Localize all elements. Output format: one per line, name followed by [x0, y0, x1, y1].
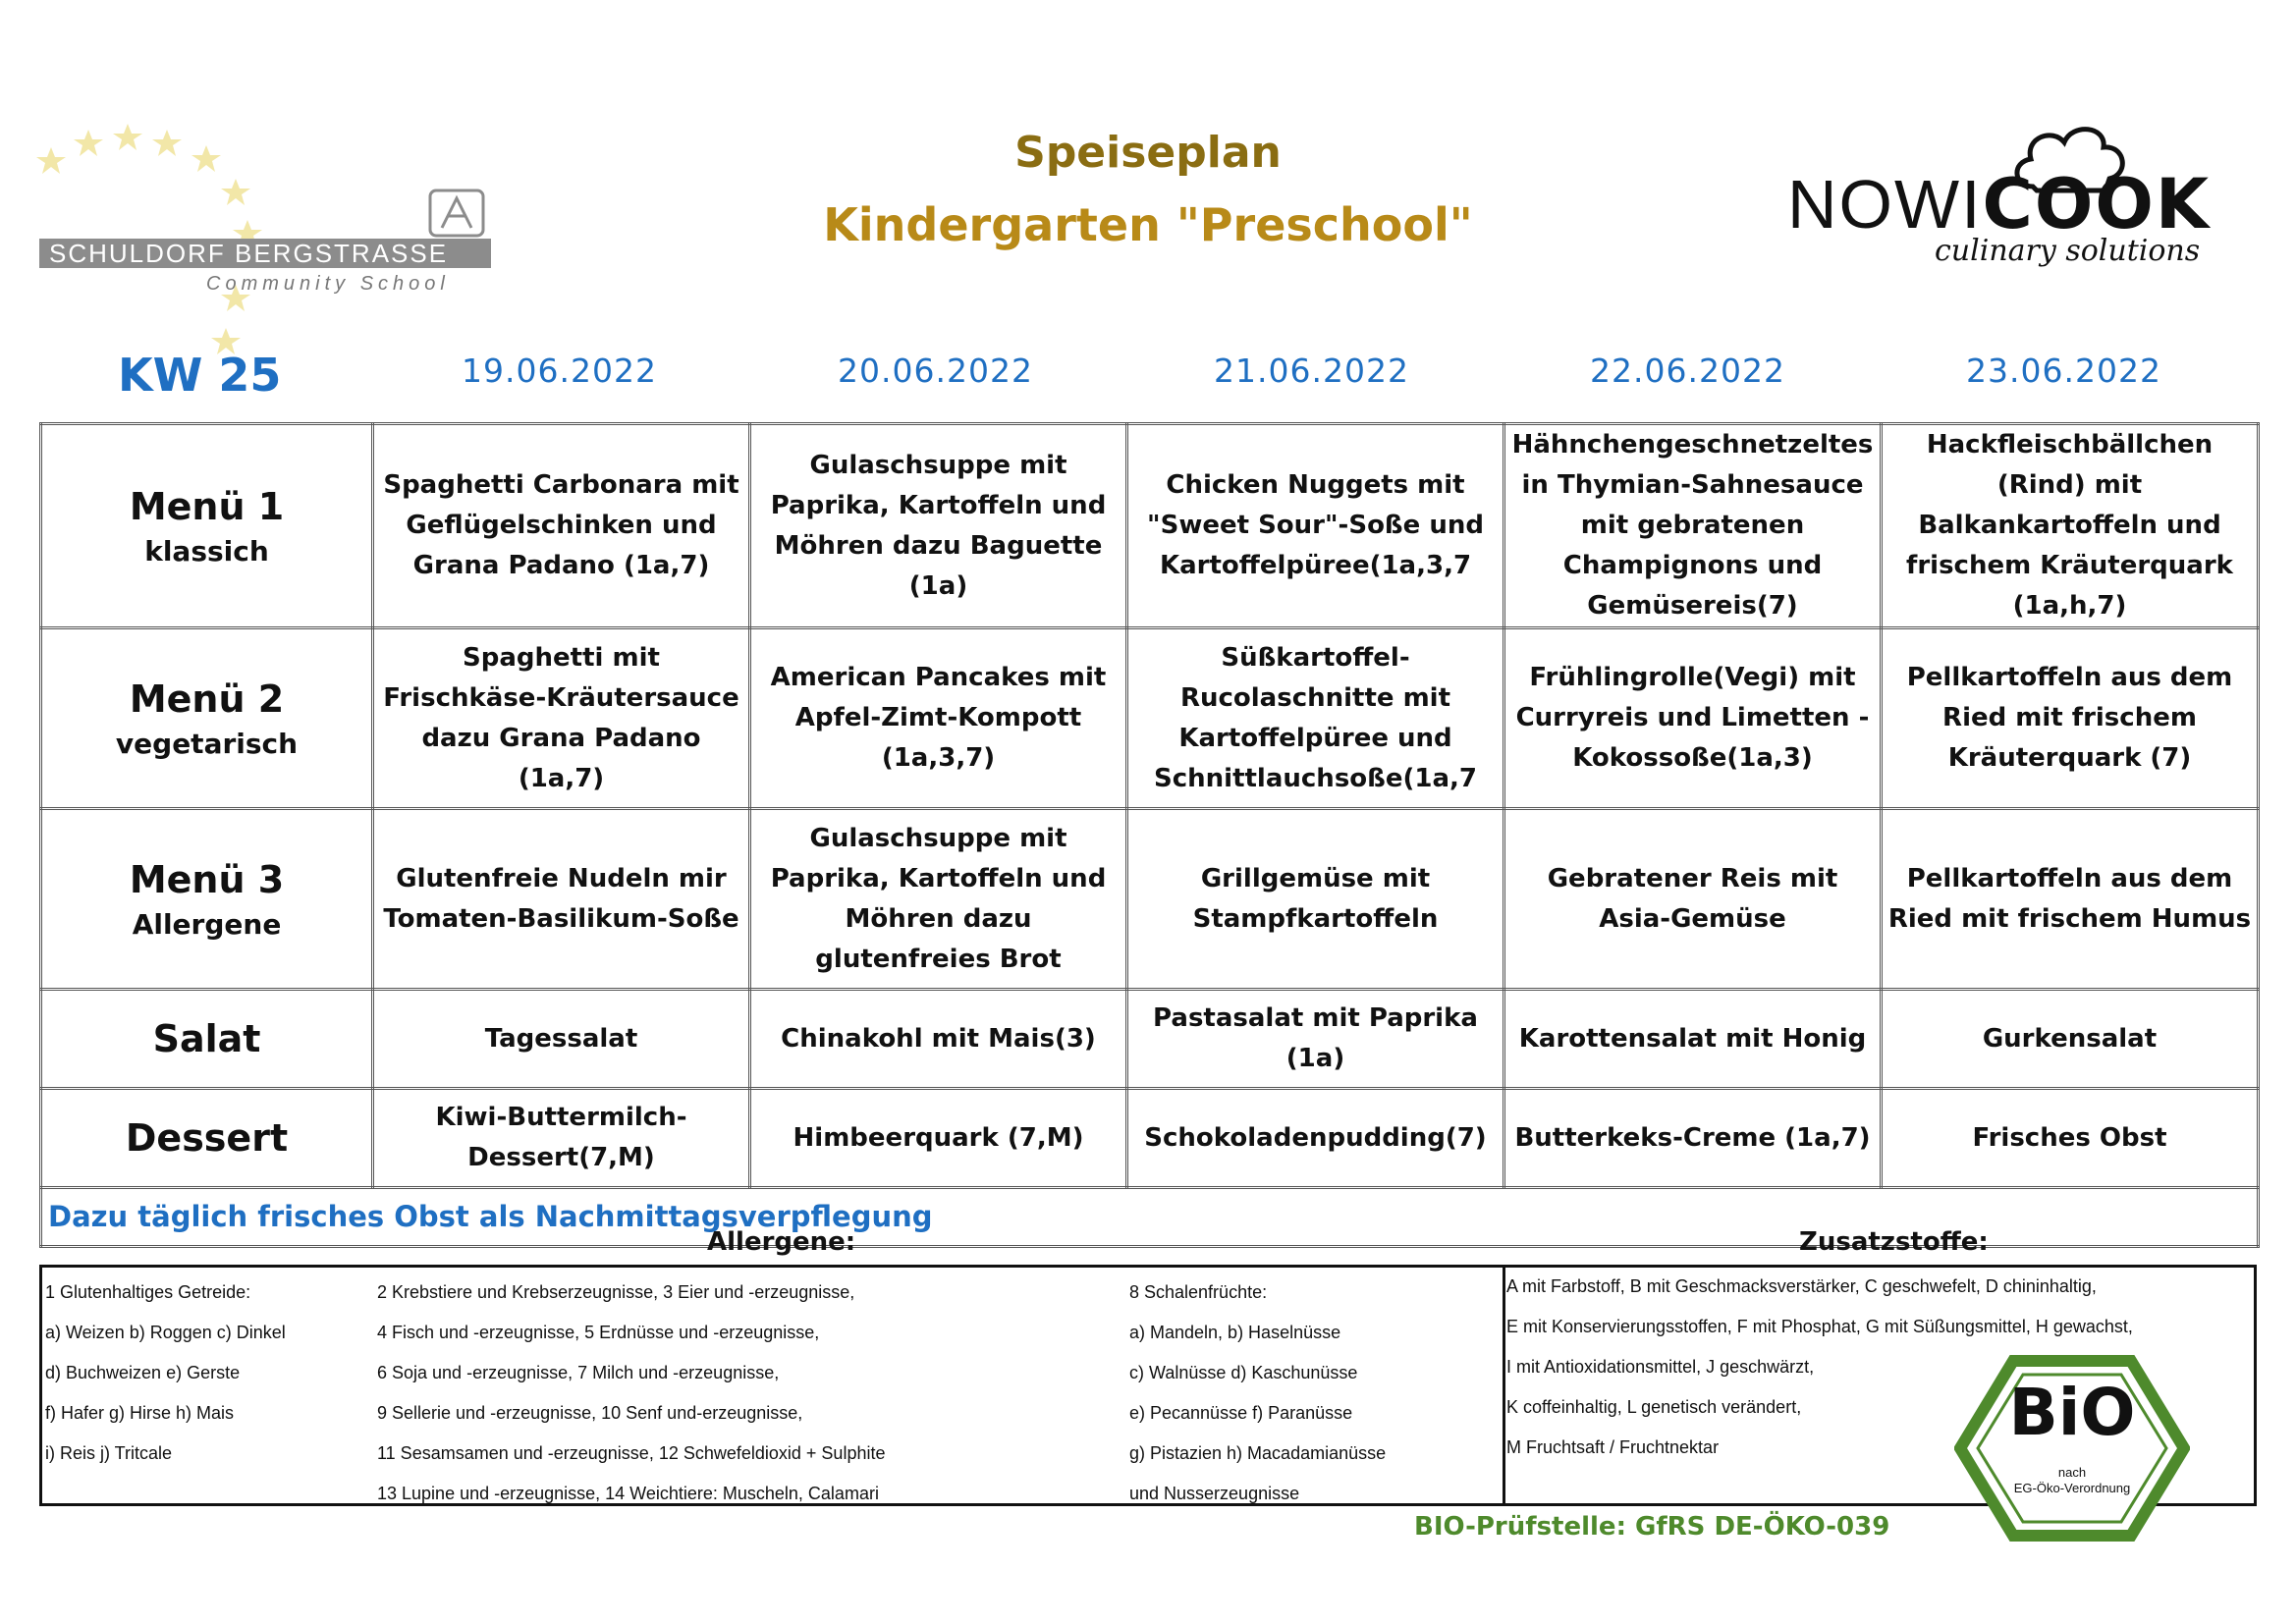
menu-cell: Gulaschsuppe mit Paprika, Kartoffeln und Möhren dazu glutenfreies Brot [750, 809, 1127, 990]
table-row [41, 809, 2259, 990]
allergen-line: 11 Sesamsamen und -erzeugnisse, 12 Schwefeldioxid + Sulphite [377, 1443, 886, 1463]
nowicook-light: NOWI [1787, 166, 1983, 243]
allergens-heading: Allergene: [707, 1227, 856, 1257]
row-header-menu-3: Menü 3 Allergene [41, 809, 373, 990]
menu-cell: Himbeerquark (7,M) [750, 1089, 1127, 1188]
menu-cell: Karottensalat mit Honig [1504, 990, 1882, 1089]
allergen-line: 4 Fisch und -erzeugnisse, 5 Erdnüsse und -erzeugnisse, [377, 1323, 820, 1342]
menu-cell: Butterkeks-Creme (1a,7) [1504, 1089, 1882, 1188]
menu-cell: Pellkartoffeln aus dem Ried mit frischem Kräuterquark (7) [1882, 628, 2259, 809]
bio-footer: BIO-Prüfstelle: GfRS DE-ÖKO-039 [1414, 1512, 1890, 1542]
allergen-col-3 [1129, 1272, 1386, 1514]
menu-cell: Gulaschsuppe mit Paprika, Kartoffeln und Möhren dazu Baguette (1a) [750, 424, 1127, 628]
menu-cell: Chicken Nuggets mit "Sweet Sour"-Soße und Kartoffelpüree(1a,3,7 [1127, 424, 1504, 628]
table-row [41, 1089, 2259, 1188]
date-5: 23.06.2022 [1966, 352, 2161, 390]
allergen-line: 2 Krebstiere und Krebserzeugnisse, 3 Eier und -erzeugnisse, [377, 1282, 855, 1302]
additive-line: A mit Farbstoff, B mit Geschmacksverstärker, C geschwefelt, D chininhaltig, [1506, 1276, 2097, 1296]
menu-cell: Spaghetti Carbonara mit Geflügelschinken und Grana Padano (1a,7) [373, 424, 750, 628]
additive-line: K coffeinhaltig, L genetisch verändert, [1506, 1397, 1802, 1417]
allergen-line: d) Buchweizen e) Gerste [45, 1363, 241, 1382]
row-header-salat: Salat [41, 990, 373, 1089]
school-name: SCHULDORF BERGSTRASSE [39, 239, 491, 268]
allergen-divider [1503, 1265, 1505, 1506]
additive-line: E mit Konservierungsstoffen, F mit Phosphat, G mit Süßungsmittel, H gewachst, [1506, 1317, 2133, 1336]
menu-table [39, 422, 2260, 1248]
menu-cell: Grillgemüse mit Stampfkartoffeln [1127, 809, 1504, 990]
allergen-line: a) Mandeln, b) Haselnüsse [1129, 1323, 1341, 1342]
daily-note: Dazu täglich frisches Obst als Nachmittagsverpflegung [41, 1188, 2259, 1247]
date-1: 19.06.2022 [462, 352, 657, 390]
nowicook-wordmark [1787, 165, 2211, 244]
row-header-menu-1: Menü 1 klassich [41, 424, 373, 628]
allergen-line: f) Hafer g) Hirse h) Mais [45, 1403, 235, 1423]
week-label: KW 25 [118, 349, 282, 395]
bio-text: BiO [2008, 1375, 2136, 1450]
menu-cell: Pastasalat mit Paprika (1a) [1127, 990, 1504, 1089]
nowicook-bold: COOK [1982, 164, 2212, 244]
bio-seal [1954, 1355, 2190, 1542]
allergen-line: 8 Schalenfrüchte: [1129, 1282, 1268, 1302]
additive-line: M Fruchtsaft / Fruchtnektar [1506, 1437, 1720, 1457]
menu-cell: Chinakohl mit Mais(3) [750, 990, 1127, 1089]
menu-cell: Gebratener Reis mit Asia-Gemüse [1504, 809, 1882, 990]
bio-line1: nach [2057, 1465, 2087, 1480]
menu-cell: American Pancakes mit Apfel-Zimt-Kompott (1a,3,7) [750, 628, 1127, 809]
allergen-line: 6 Soja und -erzeugnisse, 7 Milch und -erzeugnisse, [377, 1363, 780, 1382]
date-2: 20.06.2022 [838, 352, 1033, 390]
menu-cell: Spaghetti mit Frischkäse-Kräutersauce dazu Grana Padano (1a,7) [373, 628, 750, 809]
allergen-line: i) Reis j) Tritcale [45, 1443, 173, 1463]
allergen-line: e) Pecannüsse f) Paranüsse [1129, 1403, 1353, 1423]
menu-cell: Kiwi-Buttermilch-Dessert(7,M) [373, 1089, 750, 1188]
menu-cell: Süßkartoffel-Rucolaschnitte mit Kartoffelpüree und Schnittlauchsoße(1a,7 [1127, 628, 1504, 809]
school-subtitle: Community School [206, 273, 450, 295]
menu-cell: Hackfleischbällchen (Rind) mit Balkankartoffeln und frischem Kräuterquark (1a,h,7) [1882, 424, 2259, 628]
date-4: 22.06.2022 [1590, 352, 1785, 390]
table-row [41, 424, 2259, 628]
menu-cell: Frisches Obst [1882, 1089, 2259, 1188]
table-row [41, 990, 2259, 1089]
page-title: Speiseplan [1014, 128, 1282, 178]
allergen-line: a) Weizen b) Roggen c) Dinkel [45, 1323, 286, 1342]
allergen-line: c) Walnüsse d) Kaschunüsse [1129, 1363, 1358, 1382]
menu-cell: Glutenfreie Nudeln mir Tomaten-Basilikum-Soße [373, 809, 750, 990]
menu-cell: Schokoladenpudding(7) [1127, 1089, 1504, 1188]
menu-cell: Gurkensalat [1882, 990, 2259, 1089]
table-row [41, 628, 2259, 809]
allergen-col-1 [45, 1272, 286, 1474]
page-subtitle: Kindergarten "Preschool" [823, 198, 1473, 251]
bio-line2: EG-Öko-Verordnung [2013, 1481, 2131, 1495]
menu-cell: Pellkartoffeln aus dem Ried mit frischem Humus [1882, 809, 2259, 990]
date-3: 21.06.2022 [1214, 352, 1409, 390]
allergen-line: 9 Sellerie und -erzeugnisse, 10 Senf und-erzeugnisse, [377, 1403, 803, 1423]
nowicook-tagline: culinary solutions [1935, 234, 2201, 268]
menu-cell: Tagessalat [373, 990, 750, 1089]
allergen-line: g) Pistazien h) Macadamianüsse [1129, 1443, 1387, 1463]
row-header-menu-2: Menü 2 vegetarisch [41, 628, 373, 809]
menu-cell: Hähnchengeschnetzeltes in Thymian-Sahnesauce mit gebratenen Champignons und Gemüsereis(7) [1504, 424, 1882, 628]
allergen-line: 13 Lupine und -erzeugnisse, 14 Weichtiere: Muscheln, Calamari [377, 1484, 879, 1503]
additives-heading: Zusatzstoffe: [1799, 1227, 1989, 1257]
allergen-line: und Nusserzeugnisse [1129, 1484, 1300, 1503]
allergen-col-2 [377, 1272, 885, 1514]
allergen-line: 1 Glutenhaltiges Getreide: [45, 1282, 251, 1302]
additive-line: I mit Antioxidationsmittel, J geschwärzt, [1506, 1357, 1815, 1377]
menu-cell: Frühlingrolle(Vegi) mit Curryreis und Limetten -Kokossoße(1a,3) [1504, 628, 1882, 809]
nowicook-logo [1787, 118, 2229, 275]
row-header-dessert: Dessert [41, 1089, 373, 1188]
